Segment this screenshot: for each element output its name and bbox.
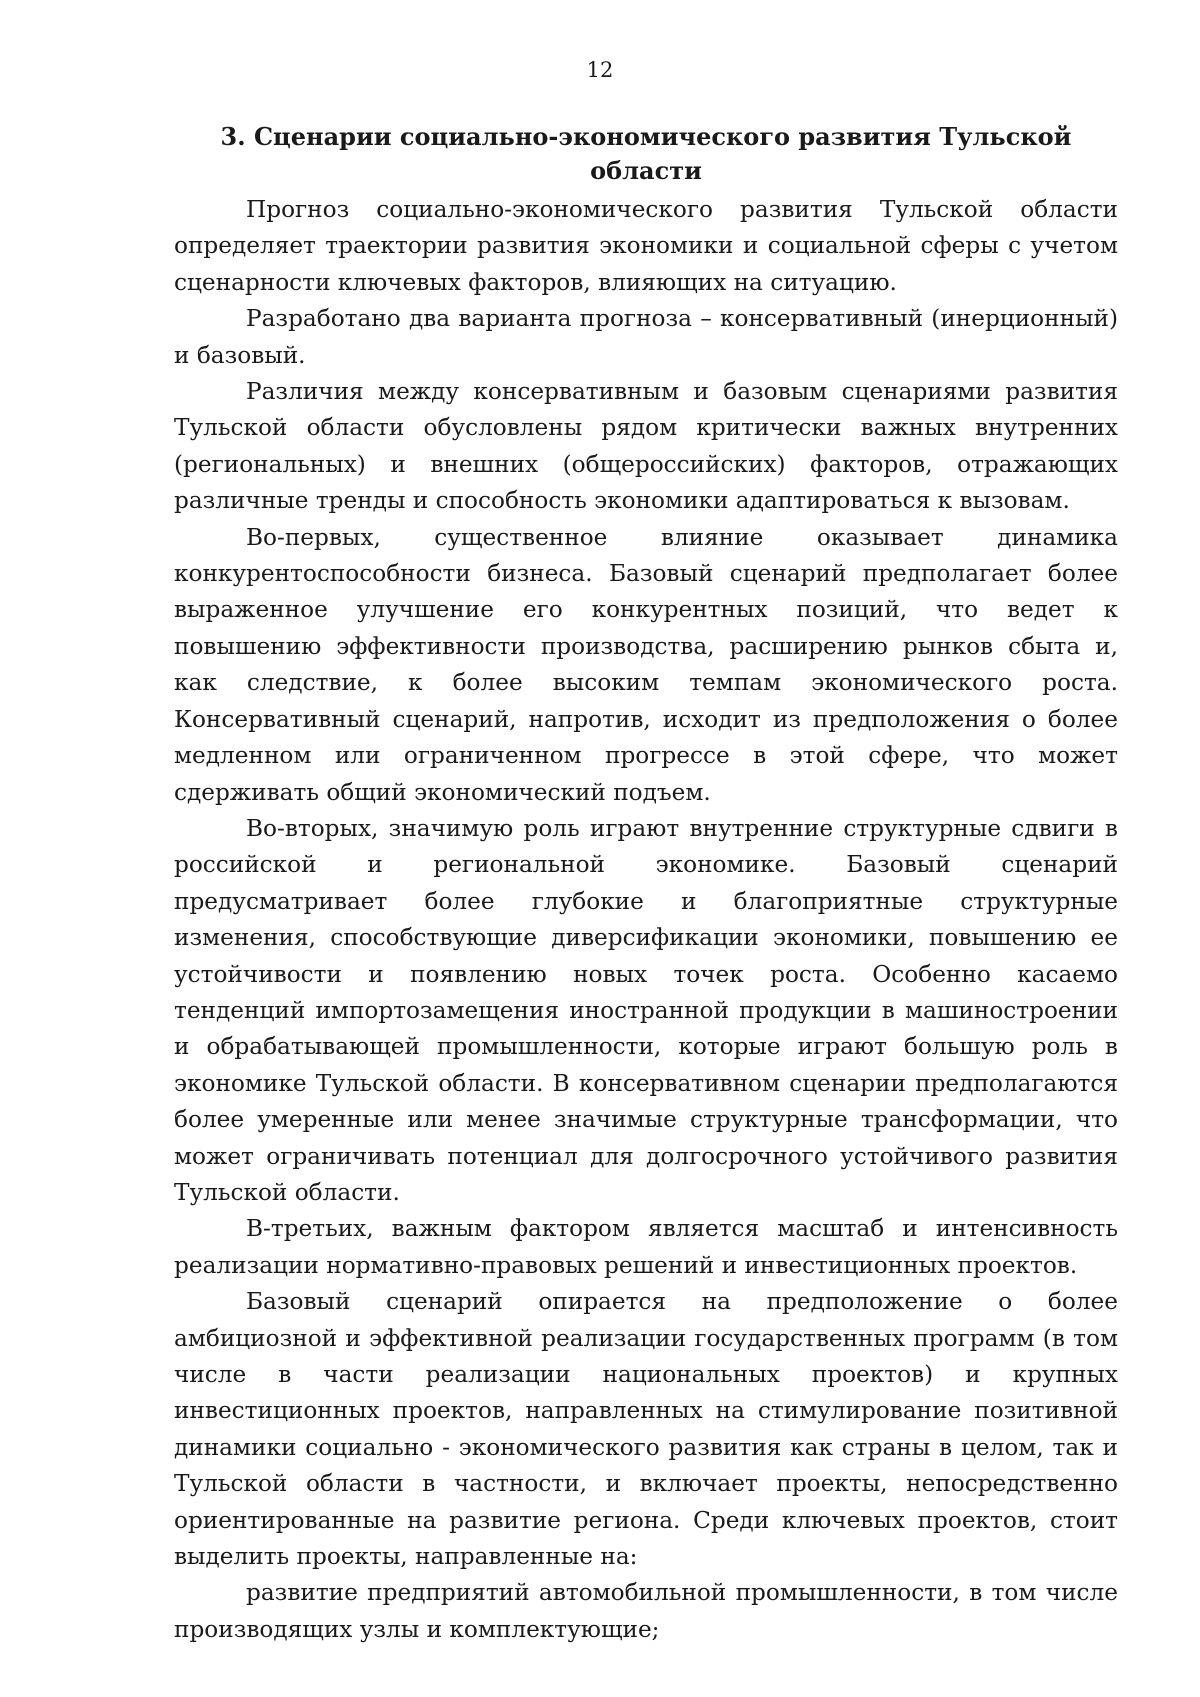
paragraph-first-factor: Во-первых, существенное влияние оказывает динамика конкурентоспособности бизнеса. Базовый сценарий предполагает более выраженное улучшение его конкурентных позиций, что ведет к повышению эффективности производства, расширению рынков сбыта и, как следствие, к более высоким темпам экономического роста. Консервативный сценарий, напротив, исходит из предположения о более медленном или ограниченном прогрессе в этой сфере, что может сдерживать общий экономический подъем. <box>174 523 1118 806</box>
page-number: 12 <box>586 58 614 82</box>
paragraph-third-factor: В-третьих, важным фактором является масштаб и интенсивность реализации нормативно-правовых решений и инвестиционных проектов. <box>174 1215 1118 1279</box>
paragraph-list-item-automotive: развитие предприятий автомобильной промышленности, в том числе производящих узлы и комплектующие; <box>174 1579 1118 1643</box>
paragraph-second-factor: Во-вторых, значимую роль играют внутренние структурные сдвиги в российской и региональной экономике. Базовый сценарий предусматривает более глубокие и благоприятные структурные изменения, способствующие диверсификации экономики, повышению ее устойчивости и появлению новых точек роста. Особенно касаемо тенденций импортозамещения иностранной продукции в машиностроении и обрабатывающей промышленности, которые играют большую роль в экономике Тульской области. В консервативном сценарии предполагаются более умеренные или менее значимые структурные трансформации, что может ограничивать потенциал для долгосрочного устойчивого развития Тульской области. <box>174 814 1118 1206</box>
paragraph-base-scenario: Базовый сценарий опирается на предположение о более амбициозной и эффективной реализации государственных программ (в том числе в части реализации национальных проектов) и крупных инвестиционных проектов, направленных на стимулирование позитивной динамики социально - экономического развития как страны в целом, так и Тульской области в частности, и включает проекты, непосредственно ориентированные на развитие региона. Среди ключевых проектов, стоит выделить проекты, направленные на: <box>174 1288 1118 1571</box>
paragraph-forecast-variants: Разработано два варианта прогноза – консервативный (инерционный) и базовый. <box>174 305 1118 369</box>
paragraph-scenario-differences: Различия между консервативным и базовым сценариями развития Тульской области обусловлены рядом критически важных внутренних (региональных) и внешних (общероссийских) факторов, отражающих различные тренды и способность экономики адаптироваться к вызовам. <box>174 378 1118 515</box>
paragraph-forecast-intro: Прогноз социально-экономического развития Тульской области определяет траектории развития экономики и социальной сферы с учетом сценарности ключевых факторов, влияющих на ситуацию. <box>174 196 1118 296</box>
section-title: 3. Сценарии социально-экономического развития Тульской области <box>220 122 1072 185</box>
body-text <box>174 192 1118 1648</box>
